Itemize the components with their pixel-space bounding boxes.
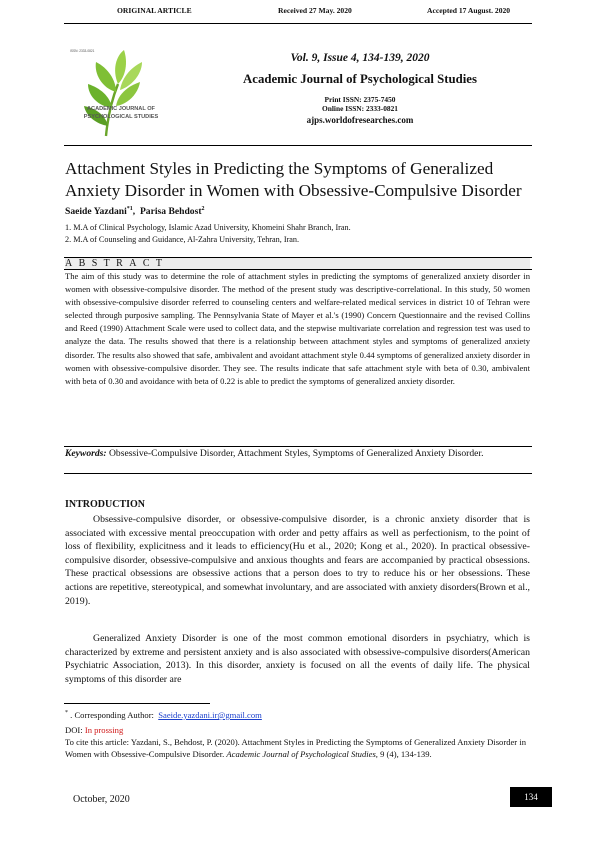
online-issn: Online ISSN: 2333-0821 — [322, 104, 398, 113]
article-title: Attachment Styles in Predicting the Symptoms of Generalized Anxiety Disorder in Women with Obsessive-Compulsive Disorder — [65, 159, 522, 200]
citation-text: To cite this article: Yazdani, S., Behdost, P. (2020). Attachment Styles in Predicting the Symptoms of Generalized Anxiety Disorder in Women with Obsessive-Compulsive Disorder. — [65, 737, 527, 759]
article-type: ORIGINAL ARTICLE — [117, 6, 192, 15]
corresponding-label: . Corresponding Author: — [70, 709, 154, 720]
affiliations — [65, 222, 351, 246]
affiliation-1: 1. M.A of Clinical Psychology, Islamic Azad University, Khomeini Shahr Branch, Iran. — [65, 223, 351, 232]
citation-issue: 9 (4), 134-139. — [380, 748, 432, 759]
doi-value: In prossing — [84, 725, 124, 735]
page-number: 134 — [510, 787, 552, 807]
keywords-rule-bottom — [64, 473, 532, 474]
accepted-date: Accepted 17 August. 2020 — [427, 6, 511, 15]
logo-text-2: PSYCHOLOGICAL STUDIES — [83, 114, 159, 120]
volume-info: Vol. 9, Issue 4, 134-139, 2020 — [290, 52, 430, 64]
journal-name: Academic Journal of Psychological Studies — [243, 72, 477, 86]
logo-text-1: ACADEMIC JOURNAL OF — [87, 106, 155, 112]
received-date: Received 27 May. 2020 — [278, 6, 352, 15]
footnote-rule — [64, 703, 210, 704]
affiliation-2: 2. M.A of Counseling and Guidance, Al-Zahra University, Tehran, Iran. — [65, 235, 300, 244]
journal-website[interactable]: ajps.worldofresearches.com — [306, 115, 414, 125]
citation-journal: Academic Journal of Psychological Studies, — [226, 748, 378, 759]
citation — [65, 737, 533, 760]
keywords-label: Keywords: — [65, 448, 107, 459]
doi-line — [65, 725, 123, 737]
running-header — [0, 6, 595, 20]
footer-date: October, 2020 — [73, 794, 130, 805]
corresponding-author: * . Corresponding Author: Saeide.yazdani.ir@gmail.com — [65, 709, 262, 720]
keywords-rule-top — [64, 446, 532, 447]
doi-label: DOI: — [65, 725, 83, 735]
author-list: Saeide Yazdani$^{*1}$, Parisa Behdost$^2$ — [65, 206, 205, 218]
keywords-text: Obsessive-Compulsive Disorder, Attachment Styles, Symptoms of Generalized Anxiety Disorder. — [108, 448, 484, 459]
author-email-link[interactable]: Saeide.yazdani.ir@gmail.com — [158, 709, 262, 720]
abstract-heading: ABSTRACT — [65, 258, 530, 269]
keywords — [65, 448, 530, 460]
journal-logo — [66, 44, 176, 140]
intro-paragraph-2: Generalized Anxiety Disorder is one of the most common emotional disorders in psychiatry, which is characterized by extreme and persistent anxiety and is also associated with obsessive-compulsive disorders(American Psychiatric Association, 2013). In this disorder, anxiety is focused on all the events of daily life. The physical symptoms of this disorder are — [65, 633, 530, 685]
logo-issn: ISSN: 2333-0821 — [70, 49, 95, 53]
intro-paragraph-1: Obsessive-compulsive disorder, or obsessive-compulsive disorder, is a chronic anxiety disorder that is associated with excessive mental preoccupation with order and petty affairs as well as perfectionism, to the point of loss of flexibility, explicitness and it leads to efficiency(Hu et al., 2020; Kong et al., 2020). In practical obsessive-compulsive disorder, obsessive-compulsive and anxious thoughts and fears are accompanied by practical obsessions. These practical obsessions are obsessive actions that a person does to try to reduce his or her obsessions. These actions are repetitive, stereotypical, and somewhat involuntary, and are associated with anxiety disorders(Brown et al., 2019). — [65, 514, 530, 607]
abstract-text: The aim of this study was to determine the role of attachment styles in predicting the symptoms of generalized anxiety disorder in women with obsessive-compulsive disorder. The method of the present study was descriptive-correlational. In this study, 50 women with obsessive-compulsive disorder referred to counseling centers and welfare-related medical services in district 10 of Tehran were selected through purposive sampling. The Pennsylvania State of Mayer et al.'s (1990) Concern Questionnaire and the revised Collins and Reed (1990) Attachment Scale were used to collect data, and the stepwise multivariate correlation and regression test was used to analyze the data. The results showed that there is a relationship between attachment styles and symptoms of generalized anxiety disorder. The results also showed that safe, ambivalent and avoidant attachment style 0.44 symptoms of generalized anxiety disorder in women with obsessive-compulsive disorder. They see. The results indicate that safe attachment style with beta of 0.30, ambivalent with beta of 0.30 and avoidance with beta of 0.22 is able to predict the symptoms of generalized anxiety disorder. — [65, 271, 530, 386]
header-rule — [64, 23, 532, 24]
print-issn: Print ISSN: 2375-7450 — [324, 95, 396, 104]
section-heading-introduction: INTRODUCTION — [65, 499, 146, 510]
title-rule — [64, 145, 532, 146]
journal-info — [190, 48, 530, 125]
